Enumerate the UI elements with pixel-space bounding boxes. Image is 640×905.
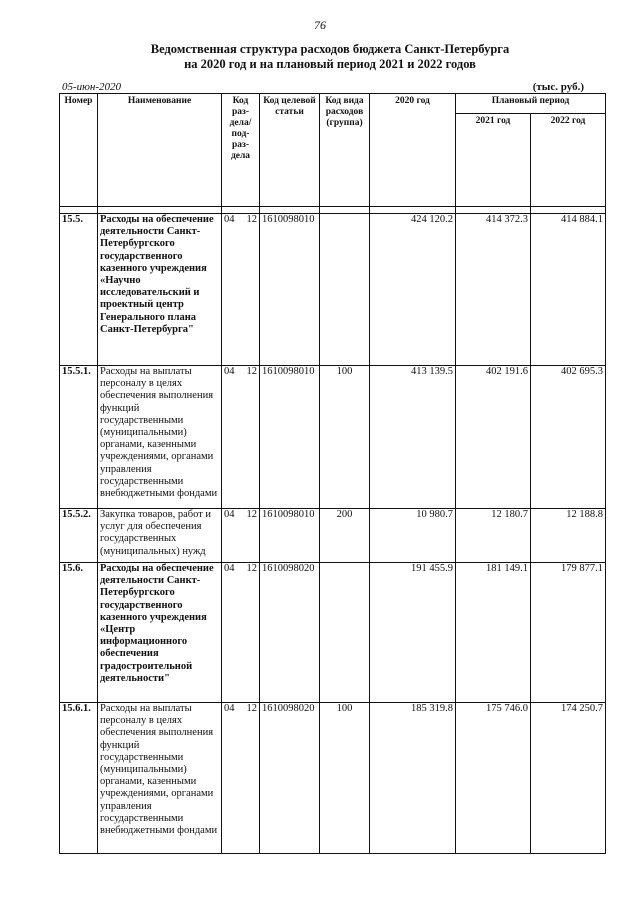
- row-number: 15.5.2.: [60, 509, 98, 563]
- row-amount-2020: 10 980.7: [370, 509, 456, 563]
- row-vid-code: 100: [320, 366, 370, 509]
- header-gap-row: [60, 207, 606, 214]
- header-planned-period: Плановый период: [456, 94, 606, 114]
- document-title: [60, 42, 600, 72]
- razdel-code: 04: [224, 509, 235, 520]
- table-row: [60, 214, 606, 366]
- budget-table: [59, 93, 606, 854]
- header-name: Наименование: [98, 94, 222, 207]
- gap-cell: [531, 207, 606, 214]
- row-name: Расходы на обеспечение деятельности Санкт-Петербургского государственного казенного учреждения «Научно исследовательский и проектный центр Генерального плана Санкт-Петербурга": [98, 214, 222, 366]
- row-amount-2021: 12 180.7: [456, 509, 531, 563]
- podrazdel-code: 12: [246, 214, 257, 225]
- gap-cell: [60, 207, 98, 214]
- row-amount-2021: 181 149.1: [456, 563, 531, 703]
- row-amount-2022: 179 877.1: [531, 563, 606, 703]
- row-amount-2021: 402 191.6: [456, 366, 531, 509]
- row-amount-2020: 413 139.5: [370, 366, 456, 509]
- razdel-code: 04: [224, 563, 235, 574]
- table-row: [60, 509, 606, 563]
- row-amount-2020: 191 455.9: [370, 563, 456, 703]
- row-number: 15.5.: [60, 214, 98, 366]
- row-amount-2021: 175 746.0: [456, 703, 531, 854]
- table-row: [60, 563, 606, 703]
- row-razdel-code: [222, 703, 260, 854]
- razdel-code: 04: [224, 214, 235, 225]
- document-date: 05-июн-2020: [62, 81, 122, 93]
- title-line-2: на 2020 год и на плановый период 2021 и 2022 годов: [184, 57, 476, 71]
- row-amount-2021: 414 372.3: [456, 214, 531, 366]
- row-name: Расходы на выплаты персоналу в целях обеспечения выполнения функций государственными (муниципальными) органами, казенными учреждениями, органами управления государственными внебюджетными фондами: [98, 366, 222, 509]
- razdel-code: 04: [224, 703, 235, 714]
- page-number: 76: [314, 18, 326, 32]
- row-name: Расходы на выплаты персоналу в целях обеспечения выполнения функций государственными (муниципальными) органами, казенными учреждениями, органами управления государственными внебюджетными фондами: [98, 703, 222, 854]
- table-row: [60, 703, 606, 854]
- row-razdel-code: [222, 509, 260, 563]
- row-number: 15.6.: [60, 563, 98, 703]
- row-amount-2022: 174 250.7: [531, 703, 606, 854]
- gap-cell: [456, 207, 531, 214]
- row-amount-2022: 12 188.8: [531, 509, 606, 563]
- row-celevaya-code: 1610098020: [260, 703, 320, 854]
- gap-cell: [222, 207, 260, 214]
- header-2021: 2021 год: [456, 114, 531, 207]
- row-vid-code: 200: [320, 509, 370, 563]
- row-razdel-code: [222, 214, 260, 366]
- header-celevaya: Код целевой статьи: [260, 94, 320, 207]
- header-number: Номер: [60, 94, 98, 207]
- razdel-code: 04: [224, 366, 235, 377]
- row-vid-code: [320, 214, 370, 366]
- header-2022: 2022 год: [531, 114, 606, 207]
- table-row: [60, 366, 606, 509]
- row-amount-2022: 402 695.3: [531, 366, 606, 509]
- row-number: 15.5.1.: [60, 366, 98, 509]
- podrazdel-code: 12: [246, 509, 257, 520]
- gap-cell: [320, 207, 370, 214]
- units-label: (тыс. руб.): [532, 81, 584, 93]
- header-razdel: Код раз- дела/ под- раз- дела: [222, 94, 260, 207]
- header-row-1: [60, 94, 606, 114]
- row-name: Расходы на обеспечение деятельности Санкт-Петербургского государственного казенного учреждения «Центр информационного обеспечения градостроительной деятельности": [98, 563, 222, 703]
- gap-cell: [370, 207, 456, 214]
- row-celevaya-code: 1610098010: [260, 509, 320, 563]
- title-line-1: Ведомственная структура расходов бюджета Санкт-Петербурга: [150, 42, 510, 56]
- podrazdel-code: 12: [246, 366, 257, 377]
- row-name: Закупка товаров, работ и услуг для обеспечения государственных (муниципальных) нужд: [98, 509, 222, 563]
- row-celevaya-code: 1610098020: [260, 563, 320, 703]
- row-vid-code: [320, 563, 370, 703]
- row-razdel-code: [222, 366, 260, 509]
- row-razdel-code: [222, 563, 260, 703]
- row-amount-2020: 424 120.2: [370, 214, 456, 366]
- row-number: 15.6.1.: [60, 703, 98, 854]
- podrazdel-code: 12: [246, 563, 257, 574]
- row-celevaya-code: 1610098010: [260, 214, 320, 366]
- row-amount-2022: 414 884.1: [531, 214, 606, 366]
- podrazdel-code: 12: [246, 703, 257, 714]
- row-celevaya-code: 1610098010: [260, 366, 320, 509]
- header-vid: Код вида расходов (группа): [320, 94, 370, 207]
- header-2020: 2020 год: [370, 94, 456, 207]
- row-vid-code: 100: [320, 703, 370, 854]
- gap-cell: [260, 207, 320, 214]
- row-amount-2020: 185 319.8: [370, 703, 456, 854]
- table-body: [60, 214, 606, 854]
- gap-cell: [98, 207, 222, 214]
